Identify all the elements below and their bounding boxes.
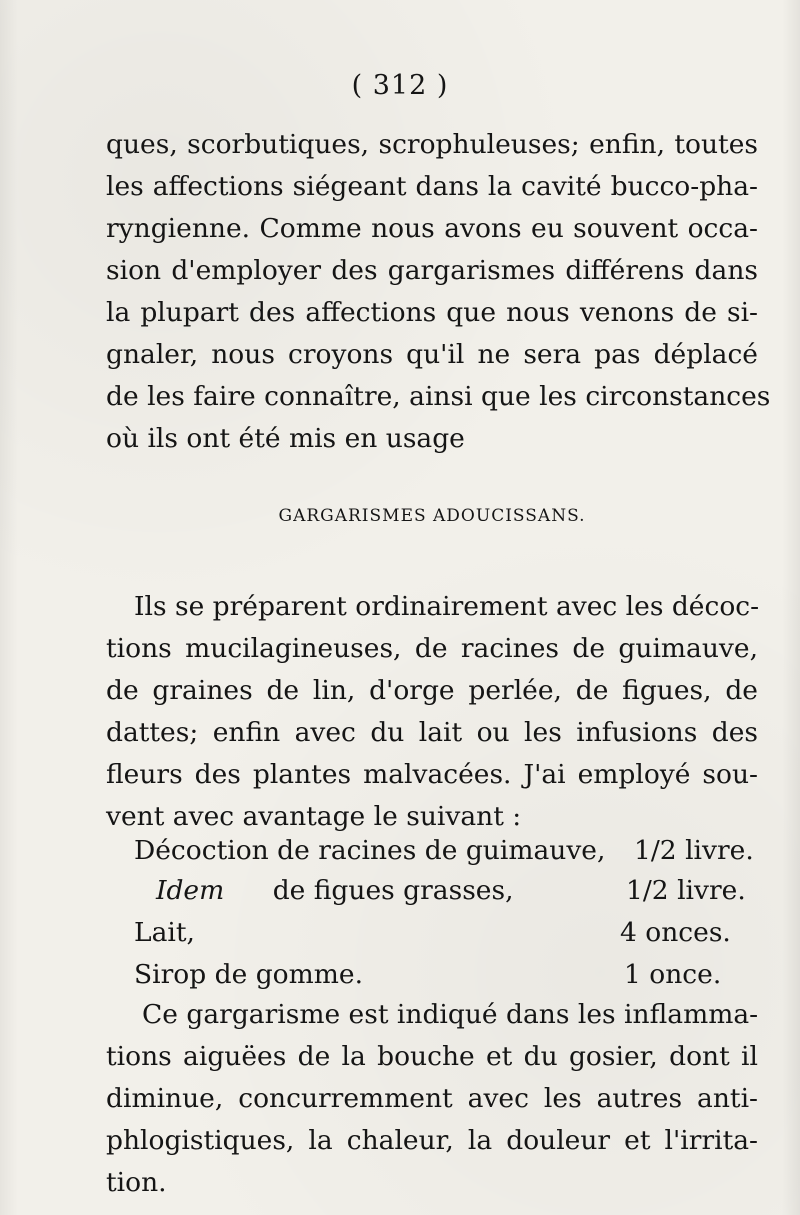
paragraph1-line: de les faire connaître, ainsi que les circonstances — [106, 381, 771, 412]
recipe-ingredient-text: de figues grasses, — [272, 875, 514, 906]
paragraph3-line: tions aiguëes de la bouche et du gosier, dont il — [106, 1041, 758, 1072]
paragraph1-line: ryngienne. Comme nous avons eu souvent occa- — [106, 213, 758, 244]
paragraph1-line: la plupart des affections que nous venons de si- — [106, 297, 758, 328]
paragraph2-line: dattes; enfin avec du lait ou les infusions des — [106, 717, 758, 748]
paragraph1-line: gnaler, nous croyons qu'il ne sera pas déplacé — [106, 339, 758, 370]
paragraph3-line: diminue, concurremment avec les autres anti- — [106, 1083, 758, 1114]
paragraph1-line: ques, scorbutiques, scrophuleuses; enfin, toutes — [106, 129, 758, 160]
recipe-quantity: 1/2 livre. — [626, 875, 746, 906]
section-heading: GARGARISMES ADOUCISSANS. — [278, 506, 586, 526]
recipe-ingredient: Décoction de racines de guimauve, — [134, 835, 606, 866]
paragraph2-line: de graines de lin, d'orge perlée, de figues, de — [106, 675, 758, 706]
paragraph1-line: sion d'employer des gargarismes différens dans — [106, 255, 758, 286]
recipe-quantity: 4 onces. — [620, 917, 731, 948]
paragraph1-line: les affections siégeant dans la cavité bucco-pha- — [106, 171, 758, 202]
recipe-ingredient: Sirop de gomme. — [134, 959, 363, 990]
recipe-quantity: 1/2 livre. — [634, 835, 754, 866]
paragraph2-line: vent avec avantage le suivant : — [106, 801, 522, 832]
paragraph2-line: fleurs des plantes malvacées. J'ai employé sou- — [106, 759, 758, 790]
paragraph3-line: phlogistiques, la chaleur, la douleur et l'irrita- — [106, 1125, 758, 1156]
recipe-ingredient — [156, 870, 514, 912]
paragraph3-line: tion. — [106, 1167, 167, 1198]
paragraph3-line: Ce gargarisme est indiqué dans les inflamma- — [142, 999, 759, 1030]
recipe-ingredient: Lait, — [134, 917, 195, 948]
paragraph1-line: où ils ont été mis en usage — [106, 423, 465, 454]
recipe-idem: Idem — [156, 875, 225, 906]
paragraph2-line: tions mucilagineuses, de racines de guimauve, — [106, 633, 758, 664]
page-number: ( 312 ) — [351, 70, 449, 101]
paragraph2-line: Ils se préparent ordinairement avec les décoc- — [134, 591, 760, 622]
recipe-quantity: 1 once. — [624, 959, 722, 990]
